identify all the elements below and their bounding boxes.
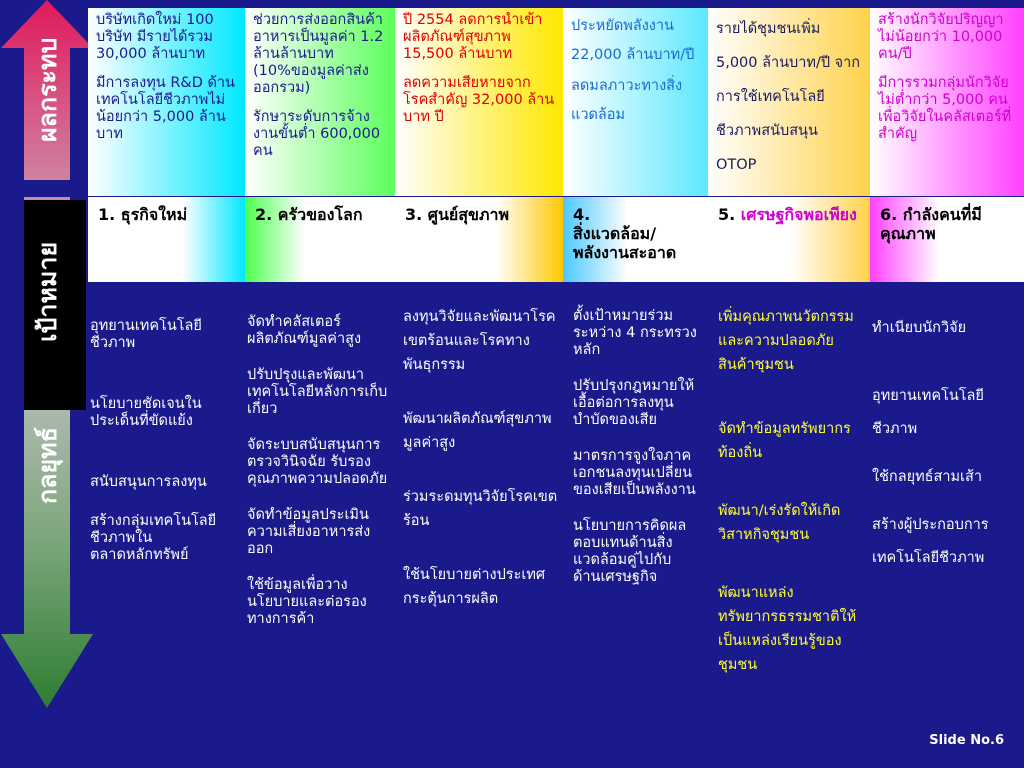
strategy-item: ใช้กลยุทธ์สามเส้า bbox=[872, 469, 982, 485]
impact-text: ลดมลภาวะทางสิ่งแวดล้อม bbox=[571, 78, 683, 123]
impact-text: ช่วยการส่งออกสินค้าอาหารเป็นมูลค่า 1.2 ล้านล้านบาท (10%ของมูลค่าส่งออกรวม) bbox=[253, 12, 384, 96]
strategy-item: พัฒนา/เร่งรัดให้เกิดวิสาหกิจชุมชน bbox=[718, 503, 841, 543]
impact-cell-3 bbox=[395, 8, 563, 196]
impact-text: มีการลงทุน R&D ด้านเทคโนโลยีชีวภาพไม่น้อยกว่า 5,000 ล้านบาท bbox=[96, 75, 235, 142]
goal-number: 6. bbox=[880, 205, 898, 224]
goal-title: ธุรกิจใหม่ bbox=[120, 205, 188, 224]
strategy-item: จัดทำคลัสเตอร์ผลิตภัณฑ์มูลค่าสูง bbox=[247, 314, 362, 347]
goal-title: กำลังคนที่มีคุณภาพ bbox=[880, 205, 982, 243]
side-label-strategy: กลยุทธ์ bbox=[33, 427, 62, 505]
goal-cell-1 bbox=[88, 197, 245, 282]
impact-text: รักษาระดับการจ้างงานขั้นต่ำ 600,000 คน bbox=[253, 109, 381, 159]
impact-text: บริษัทเกิดใหม่ 100 บริษัท มีรายได้รวม 30,000 ล้านบาท bbox=[96, 12, 214, 62]
strategy-item: สนับสนุนการลงทุน bbox=[90, 474, 207, 490]
goal-title: สิ่งแวดล้อม/พลังงานสะอาด bbox=[573, 224, 677, 262]
strategy-item: มาตรการจูงใจภาคเอกชนลงทุนเปลี่ยนของเสียเป็นพลังงาน bbox=[573, 448, 696, 498]
impact-text: ลดความเสียหายจากโรคสำคัญ 32,000 ล้านบาท ปี bbox=[403, 75, 555, 125]
strategy-col-4 bbox=[573, 308, 698, 605]
strategy-item: ปรับปรุงกฎหมายให้เอื้อต่อการลงทุนบำบัดของเสีย bbox=[573, 378, 695, 428]
strategy-item: ตั้งเป้าหมายร่วมระหว่าง 4 กระทรวงหลัก bbox=[573, 308, 697, 358]
strategy-item: อุทยานเทคโนโลยีชีวภาพ bbox=[90, 318, 202, 351]
side-label-impact: ผลกระทบ bbox=[33, 37, 62, 143]
goal-cell-4 bbox=[563, 197, 708, 282]
impact-text: ประหยัดพลังงาน 22,000 ล้านบาท/ปี bbox=[571, 18, 695, 63]
strategy-col-1 bbox=[90, 318, 242, 583]
impact-cell-5 bbox=[708, 8, 870, 196]
strategy-item: อุทยานเทคโนโลยีชีวภาพ bbox=[872, 388, 984, 437]
strategy-item: จัดทำข้อมูลทรัพยากรท้องถิ่น bbox=[718, 421, 851, 461]
strategy-col-2 bbox=[247, 314, 392, 647]
impact-text: ปี 2554 ลดการนำเข้าผลิตภัณฑ์สุขภาพ 15,500 ล้านบาท bbox=[403, 12, 543, 62]
strategy-item: ปรับปรุงและพัฒนาเทคโนโลยีหลังการเก็บเกี่ยว bbox=[247, 367, 388, 417]
impact-cell-1 bbox=[88, 8, 245, 196]
strategy-item: ร่วมระดมทุนวิจัยโรคเขตร้อน bbox=[403, 489, 558, 529]
impact-cell-6 bbox=[870, 8, 1024, 196]
strategy-item: เพิ่มคุณภาพนวัตกรรมและความปลอดภัยสินค้าชุมชน bbox=[718, 309, 854, 373]
goal-title: เศรษฐกิจพอเพียง bbox=[740, 205, 857, 224]
strategy-item: สร้างผู้ประกอบการเทคโนโลยีชีวภาพ bbox=[872, 517, 989, 566]
impact-cell-2 bbox=[245, 8, 395, 196]
strategy-item: พัฒนาแหล่งทรัพยากรธรรมชาติให้เป็นแหล่งเรียนรู้ของชุมชน bbox=[718, 585, 857, 673]
goal-number: 3. bbox=[405, 205, 423, 224]
impact-cell-4 bbox=[563, 8, 708, 196]
impact-text: มีการรวมกลุ่มนักวิจัยไม่ต่ำกว่า 5,000 คน เพื่อวิจัยในคลัสเตอร์ที่สำคัญ bbox=[878, 75, 1012, 142]
strategy-item: นโยบายการคิดผลตอบแทนด้านสิ่งแวดล้อมคู่ไปกับด้านเศรษฐกิจ bbox=[573, 518, 687, 585]
strategy-item: จัดระบบสนับสนุนการตรวจวินิจฉัย รับรองคุณภาพความปลอดภัย bbox=[247, 437, 388, 487]
goal-number: 5. bbox=[718, 205, 736, 224]
goal-number: 4. bbox=[573, 205, 591, 224]
strategy-col-5 bbox=[718, 305, 863, 696]
goal-cell-2 bbox=[245, 197, 395, 282]
strategy-item: ใช้ข้อมูลเพื่อวางนโยบายและต่อรองทางการค้า bbox=[247, 577, 367, 627]
strategy-item: พัฒนาผลิตภัณฑ์สุขภาพมูลค่าสูง bbox=[403, 411, 552, 451]
goal-number: 2. bbox=[255, 205, 273, 224]
slide-number: Slide No.6 bbox=[929, 733, 1004, 748]
impact-text: รายได้ชุมชนเพิ่ม 5,000 ล้านบาท/ปี จากการใช้เทคโนโลยีชีวภาพสนับสนุน OTOP bbox=[716, 21, 861, 173]
impact-text: สร้างนักวิจัยปริญญาไม่น้อยกว่า 10,000 คน/ปี bbox=[878, 12, 1004, 62]
strategy-col-3 bbox=[403, 305, 558, 630]
impact-label-bg bbox=[24, 180, 86, 197]
strategy-item: สร้างกลุ่มเทคโนโลยีชีวภาพในตลาดหลักทรัพย์ bbox=[90, 513, 217, 563]
goal-title: ครัวของโลก bbox=[277, 205, 363, 224]
strategy-item: ลงทุนวิจัยและพัฒนาโรคเขตร้อนและโรคทางพันธุกรรม bbox=[403, 309, 556, 373]
goal-cell-5 bbox=[708, 197, 870, 282]
strategy-col-6 bbox=[872, 312, 1017, 594]
strategy-item: นโยบายชัดเจนในประเด็นที่ขัดแย้ง bbox=[90, 396, 202, 429]
strategy-item: ทำเนียบนักวิจัย bbox=[872, 320, 967, 336]
goal-cell-3 bbox=[395, 197, 563, 282]
strategy-item: จัดทำข้อมูลประเมินความเสี่ยงอาหารส่งออก bbox=[247, 507, 371, 557]
side-label-target: เป้าหมาย bbox=[33, 241, 62, 343]
goal-title: ศูนย์สุขภาพ bbox=[427, 205, 510, 224]
goal-number: 1. bbox=[98, 205, 116, 224]
strategy-item: ใช้นโยบายต่างประเทศกระตุ้นการผลิต bbox=[403, 567, 546, 607]
goal-cell-6 bbox=[870, 197, 1024, 282]
